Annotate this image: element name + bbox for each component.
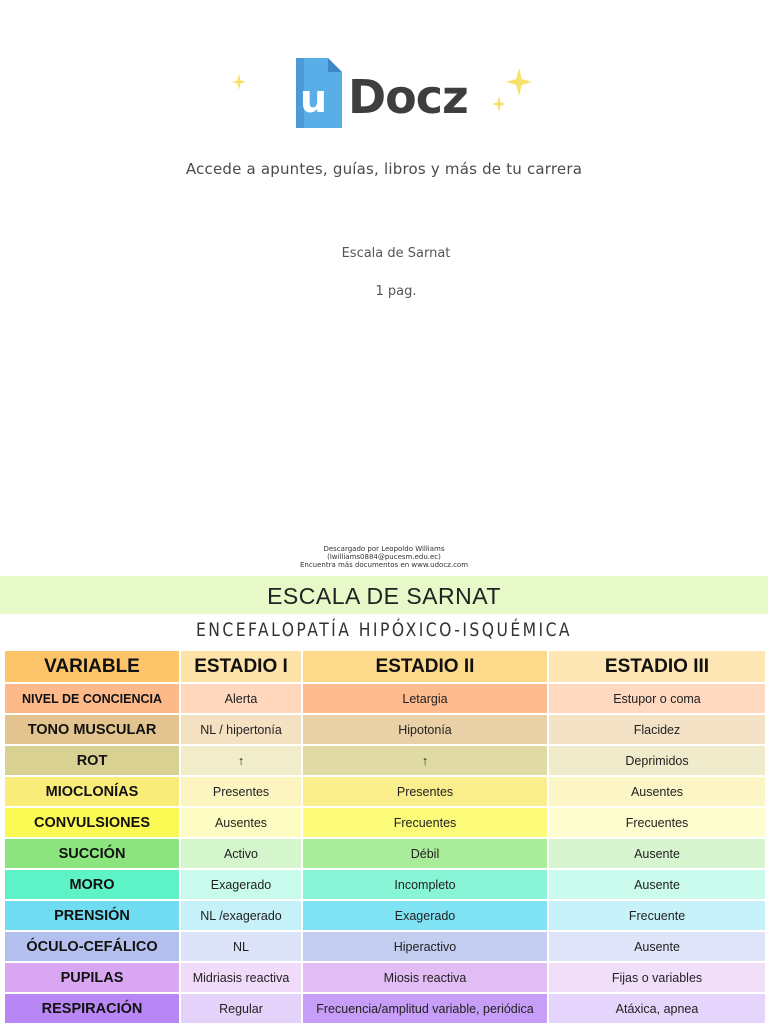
cell-variable: TONO MUSCULAR bbox=[5, 714, 180, 745]
cell-estadio-2: Exagerado bbox=[302, 900, 548, 931]
download-note-name: Descargado por Leopoldo Williams bbox=[323, 545, 445, 553]
cell-variable: PRENSIÓN bbox=[5, 900, 180, 931]
header-estadio-3: ESTADIO III bbox=[548, 651, 766, 683]
table-row bbox=[5, 838, 766, 869]
cell-estadio-1: Ausentes bbox=[180, 807, 302, 838]
cell-estadio-3: Ausente bbox=[548, 931, 766, 962]
cell-estadio-2: Débil bbox=[302, 838, 548, 869]
cell-estadio-3: Fijas o variables bbox=[548, 962, 766, 993]
cell-estadio-3: Atáxica, apnea bbox=[548, 993, 766, 1024]
cell-estadio-2: Miosis reactiva bbox=[302, 962, 548, 993]
document-title: Escala de Sarnat bbox=[341, 246, 451, 261]
cell-variable: CONVULSIONES bbox=[5, 807, 180, 838]
cell-estadio-1: ↑ bbox=[180, 745, 302, 776]
cell-estadio-2: Presentes bbox=[302, 776, 548, 807]
cell-estadio-1: Activo bbox=[180, 838, 302, 869]
cell-estadio-1: Alerta bbox=[180, 683, 302, 714]
logo-wordmark: Docz bbox=[348, 70, 468, 124]
table-row bbox=[5, 776, 766, 807]
cell-estadio-2: Frecuencia/amplitud variable, periódica bbox=[302, 993, 548, 1024]
cell-estadio-1: Regular bbox=[180, 993, 302, 1024]
table-row bbox=[5, 900, 766, 931]
download-note-email: (lwilliams0884@pucesm.edu.ec) bbox=[327, 553, 441, 561]
cell-estadio-2: Frecuentes bbox=[302, 807, 548, 838]
cell-variable: NIVEL DE CONCIENCIA bbox=[5, 683, 180, 714]
cell-variable: RESPIRACIÓN bbox=[5, 993, 180, 1024]
sheet-title: ESCALA DE SARNAT bbox=[0, 576, 768, 614]
cell-variable: MORO bbox=[5, 869, 180, 900]
cell-variable: SUCCIÓN bbox=[5, 838, 180, 869]
cell-estadio-3: Flacidez bbox=[548, 714, 766, 745]
sarnat-table bbox=[5, 651, 767, 1025]
cell-estadio-1: Presentes bbox=[180, 776, 302, 807]
sparkle-icon bbox=[492, 96, 506, 112]
sarnat-sheet bbox=[0, 576, 768, 1024]
cell-estadio-2: ↑ bbox=[302, 745, 548, 776]
cell-estadio-1: NL /exagerado bbox=[180, 900, 302, 931]
table-row bbox=[5, 931, 766, 962]
cell-variable: ROT bbox=[5, 745, 180, 776]
cell-estadio-1: Exagerado bbox=[180, 869, 302, 900]
cell-estadio-2: Hiperactivo bbox=[302, 931, 548, 962]
header-estadio-2: ESTADIO II bbox=[302, 651, 548, 683]
tagline: Accede a apuntes, guías, libros y más de tu carrera bbox=[185, 160, 583, 178]
udocz-logo[interactable] bbox=[232, 52, 536, 138]
cell-estadio-2: Hipotonía bbox=[302, 714, 548, 745]
cell-estadio-3: Ausentes bbox=[548, 776, 766, 807]
cell-estadio-3: Estupor o coma bbox=[548, 683, 766, 714]
download-note-link[interactable]: Encuentra más documentos en www.udocz.com bbox=[299, 561, 469, 569]
cell-estadio-3: Ausente bbox=[548, 869, 766, 900]
cell-estadio-1: Midriasis reactiva bbox=[180, 962, 302, 993]
sparkle-icon bbox=[506, 68, 532, 96]
table-row bbox=[5, 807, 766, 838]
cell-variable: ÓCULO-CEFÁLICO bbox=[5, 931, 180, 962]
cell-estadio-2: Incompleto bbox=[302, 869, 548, 900]
table-row bbox=[5, 745, 766, 776]
page-count: 1 pag. bbox=[375, 284, 417, 299]
sheet-subtitle: ENCEFALOPATÍA HIPÓXICO-ISQUÉMICA bbox=[195, 619, 573, 641]
table-row bbox=[5, 869, 766, 900]
cell-estadio-3: Deprimidos bbox=[548, 745, 766, 776]
cell-estadio-1: NL / hipertonía bbox=[180, 714, 302, 745]
table-row bbox=[5, 683, 766, 714]
download-note bbox=[0, 545, 768, 569]
cell-estadio-3: Frecuentes bbox=[548, 807, 766, 838]
table-header-row bbox=[5, 651, 766, 683]
sparkle-icon bbox=[232, 74, 246, 90]
table-row bbox=[5, 962, 766, 993]
cell-estadio-3: Frecuente bbox=[548, 900, 766, 931]
cell-variable: MIOCLONÍAS bbox=[5, 776, 180, 807]
table-row bbox=[5, 993, 766, 1024]
table-row bbox=[5, 714, 766, 745]
logo-letter: u bbox=[300, 77, 328, 121]
header-estadio-1: ESTADIO I bbox=[180, 651, 302, 683]
cell-estadio-1: NL bbox=[180, 931, 302, 962]
cell-estadio-2: Letargia bbox=[302, 683, 548, 714]
cell-variable: PUPILAS bbox=[5, 962, 180, 993]
header-variable: VARIABLE bbox=[5, 651, 180, 683]
cell-estadio-3: Ausente bbox=[548, 838, 766, 869]
